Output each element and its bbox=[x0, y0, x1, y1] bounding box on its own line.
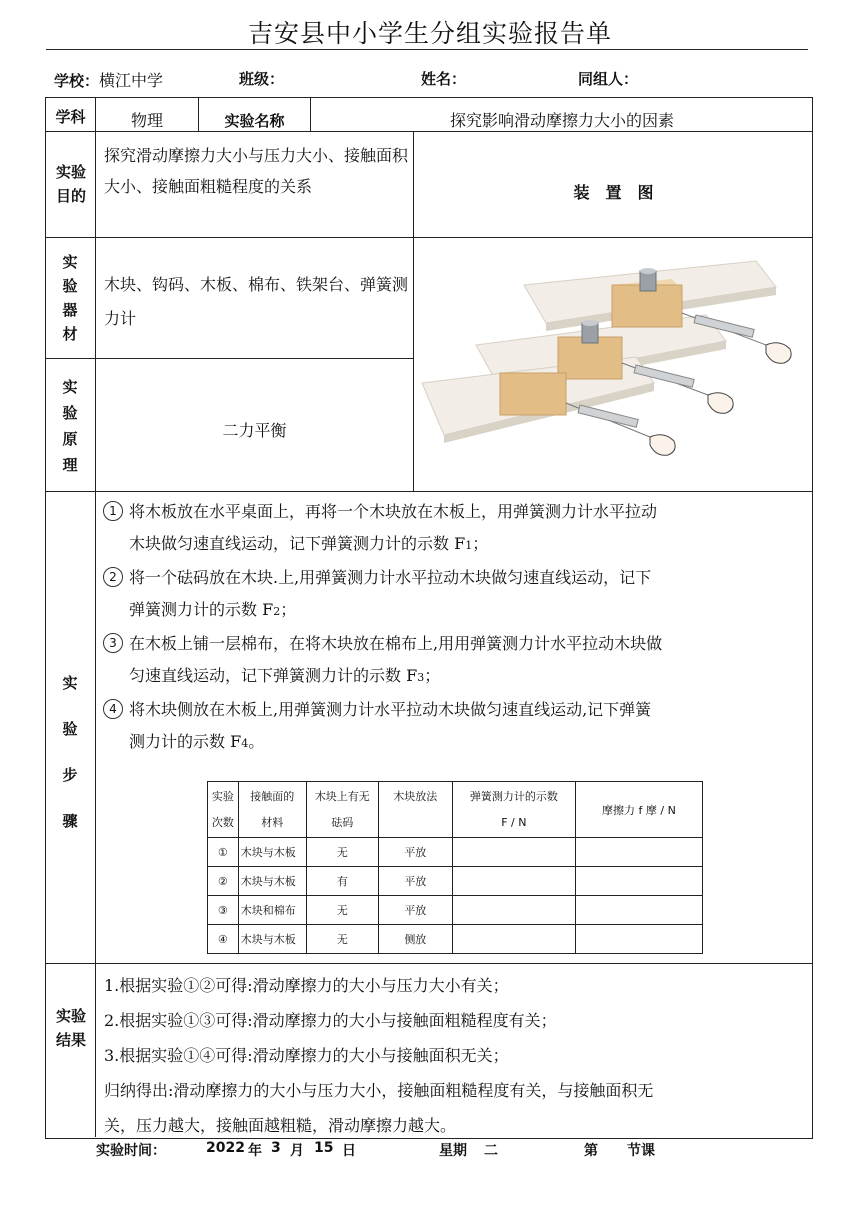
row-divider bbox=[45, 131, 813, 132]
header-text: 砝码 bbox=[331, 815, 354, 829]
result-line: 1.根据实验①②可得:滑动摩擦力的大小与压力大小有关； bbox=[104, 976, 509, 995]
hand-bottom bbox=[650, 435, 675, 456]
principle-text: 二力平衡 bbox=[222, 421, 287, 440]
class-label: 班级： bbox=[239, 70, 285, 88]
table-header bbox=[238, 782, 306, 838]
table-cell: 木块与木板 bbox=[238, 925, 306, 954]
header-text: F / N bbox=[501, 815, 527, 829]
step-text: 将木块侧放在木板上,用弹簧测力计水平拉动木块做匀速直线运动,记下弹簧 bbox=[129, 700, 652, 719]
weekday-value: 二 bbox=[484, 1143, 498, 1159]
step-text: 在木板上铺一层棉布，在将木块放在棉布上,用用弹簧测力计水平拉动木块做 bbox=[129, 634, 663, 653]
table-cell: 平放 bbox=[378, 896, 452, 925]
month-value: 3 bbox=[271, 1140, 281, 1156]
step-text: 木块做匀速直线运动，记下弹簧测力计的示数 F bbox=[129, 534, 466, 553]
header-text: 弹簧测力计的示数 bbox=[469, 789, 558, 803]
row-divider bbox=[45, 963, 813, 964]
subject-value: 物理 bbox=[130, 111, 163, 130]
col-divider bbox=[95, 97, 96, 1137]
table-cell: 平放 bbox=[378, 867, 452, 896]
exp-name-label: 实验名称 bbox=[224, 112, 285, 130]
hand-middle bbox=[708, 393, 733, 414]
row-divider bbox=[45, 491, 813, 492]
step-item bbox=[103, 496, 809, 562]
device-label: 装 置 图 bbox=[573, 183, 654, 202]
table-cell: ① bbox=[208, 838, 239, 867]
table-header bbox=[306, 782, 378, 838]
step-number: 2 bbox=[103, 567, 123, 587]
period-label: 第 bbox=[584, 1143, 598, 1159]
apparatus-illustration bbox=[416, 245, 808, 487]
table-header bbox=[575, 782, 702, 838]
table-cell: 木块与木板 bbox=[238, 867, 306, 896]
weight-top-cap bbox=[640, 268, 656, 274]
month-unit: 月 bbox=[290, 1143, 304, 1159]
step-text: 将一个砝码放在木块.上,用弹簧测力计水平拉动木块做匀速直线运动，记下 bbox=[129, 568, 652, 587]
step-number: 4 bbox=[103, 699, 123, 719]
equipment-text: 木块、钩码、木板、棉布、铁架台、弹簧测力计 bbox=[104, 275, 409, 328]
step-number: 1 bbox=[103, 501, 123, 521]
time-label: 实验时间： bbox=[96, 1143, 166, 1159]
header-text: 摩擦力 f 摩 / N bbox=[602, 803, 676, 817]
row-divider bbox=[45, 237, 813, 238]
table-cell[interactable] bbox=[575, 896, 702, 925]
hand-top bbox=[766, 343, 791, 364]
steps-label: 实验步骤 bbox=[62, 674, 78, 830]
period-unit: 节课 bbox=[627, 1143, 655, 1159]
exp-name-value: 探究影响滑动摩擦力大小的因素 bbox=[449, 111, 674, 130]
step-item bbox=[103, 628, 809, 694]
header-text: 材料 bbox=[261, 815, 284, 829]
table-header bbox=[208, 782, 239, 838]
header-text: 次数 bbox=[211, 815, 234, 829]
step-text: 弹簧测力计的示数 F bbox=[129, 600, 274, 619]
step-subscript: 1 bbox=[465, 539, 473, 552]
school-field bbox=[54, 68, 163, 91]
header-text: 实验 bbox=[211, 789, 234, 803]
data-table bbox=[207, 781, 703, 954]
table-row bbox=[208, 867, 703, 896]
table-cell: 木块与木板 bbox=[238, 838, 306, 867]
equipment-label: 实验器材 bbox=[62, 253, 78, 343]
table-header-row bbox=[208, 782, 703, 838]
table-cell: 木块和棉布 bbox=[238, 896, 306, 925]
name-label: 姓名： bbox=[421, 70, 467, 88]
subject-label: 学科 bbox=[55, 108, 86, 126]
year-unit: 年 bbox=[248, 1143, 262, 1159]
row-divider bbox=[45, 358, 414, 359]
apparatus-figure bbox=[416, 245, 808, 487]
step-text: ； bbox=[472, 534, 489, 553]
steps-list bbox=[103, 496, 809, 760]
table-cell: 无 bbox=[306, 838, 378, 867]
table-cell[interactable] bbox=[452, 838, 575, 867]
header-text: 木块上有无 bbox=[314, 789, 370, 803]
day-value: 15 bbox=[314, 1140, 334, 1156]
table-row bbox=[208, 925, 703, 954]
table-cell: 无 bbox=[306, 925, 378, 954]
table-cell: ③ bbox=[208, 896, 239, 925]
table-row bbox=[208, 838, 703, 867]
year-value: 2022 bbox=[206, 1140, 245, 1156]
page-title: 吉安县中小学生分组实验报告单 bbox=[247, 19, 612, 48]
table-row bbox=[208, 896, 703, 925]
school-value: 横江中学 bbox=[99, 71, 164, 90]
step-subscript: 2 bbox=[273, 605, 281, 618]
table-cell: 侧放 bbox=[378, 925, 452, 954]
step-text: ； bbox=[280, 600, 297, 619]
table-cell[interactable] bbox=[575, 867, 702, 896]
weight-middle-cap bbox=[582, 320, 598, 326]
results-label: 实验结果 bbox=[55, 1007, 86, 1049]
spring-scale-bottom bbox=[578, 405, 638, 427]
result-line: 2.根据实验①③可得:滑动摩擦力的大小与接触面粗糙程度有关； bbox=[104, 1011, 557, 1030]
step-subscript: 4 bbox=[241, 737, 249, 750]
step-item bbox=[103, 562, 809, 628]
result-line: 关，压力越大，接触面越粗糙，滑动摩擦力越大。 bbox=[104, 1116, 457, 1135]
table-cell: 平放 bbox=[378, 838, 452, 867]
step-text: ； bbox=[424, 666, 441, 685]
table-cell: 有 bbox=[306, 867, 378, 896]
result-line: 3.根据实验①④可得:滑动摩擦力的大小与接触面积无关； bbox=[104, 1046, 509, 1065]
step-subscript: 3 bbox=[417, 671, 425, 684]
purpose-text: 探究滑动摩擦力大小与压力大小、接触面积大小、接触面粗糙程度的关系 bbox=[104, 146, 409, 196]
table-cell[interactable] bbox=[452, 925, 575, 954]
weekday-label: 星期 bbox=[439, 1143, 467, 1159]
table-header bbox=[452, 782, 575, 838]
table-cell[interactable] bbox=[452, 896, 575, 925]
school-label: 学校： bbox=[54, 72, 100, 90]
step-number: 3 bbox=[103, 633, 123, 653]
step-text: 匀速直线运动，记下弹簧测力计的示数 F bbox=[129, 666, 418, 685]
table-cell[interactable] bbox=[575, 838, 702, 867]
day-unit: 日 bbox=[342, 1143, 356, 1159]
purpose-label: 实验目的 bbox=[55, 163, 86, 205]
step-text: 测力计的示数 F bbox=[129, 732, 242, 751]
table-cell[interactable] bbox=[575, 925, 702, 954]
table-cell: 无 bbox=[306, 896, 378, 925]
header-text: 木块放法 bbox=[393, 790, 438, 803]
title-underline bbox=[46, 49, 808, 50]
step-text: 将木板放在水平桌面上，再将一个木块放在木板上，用弹簧测力计水平拉动 bbox=[129, 502, 658, 521]
table-cell[interactable] bbox=[452, 867, 575, 896]
step-item bbox=[103, 694, 809, 760]
table-cell: ② bbox=[208, 867, 239, 896]
results-block bbox=[104, 968, 810, 1143]
result-line: 归纳得出:滑动摩擦力的大小与压力大小，接触面粗糙程度有关，与接触面积无 bbox=[104, 1081, 654, 1100]
principle-label: 实验原理 bbox=[62, 378, 78, 474]
group-label: 同组人： bbox=[578, 70, 639, 88]
table-header bbox=[378, 782, 452, 838]
header-text: 接触面的 bbox=[250, 789, 295, 803]
step-text: 。 bbox=[248, 732, 265, 751]
table-cell: ④ bbox=[208, 925, 239, 954]
block-bottom bbox=[500, 373, 566, 415]
